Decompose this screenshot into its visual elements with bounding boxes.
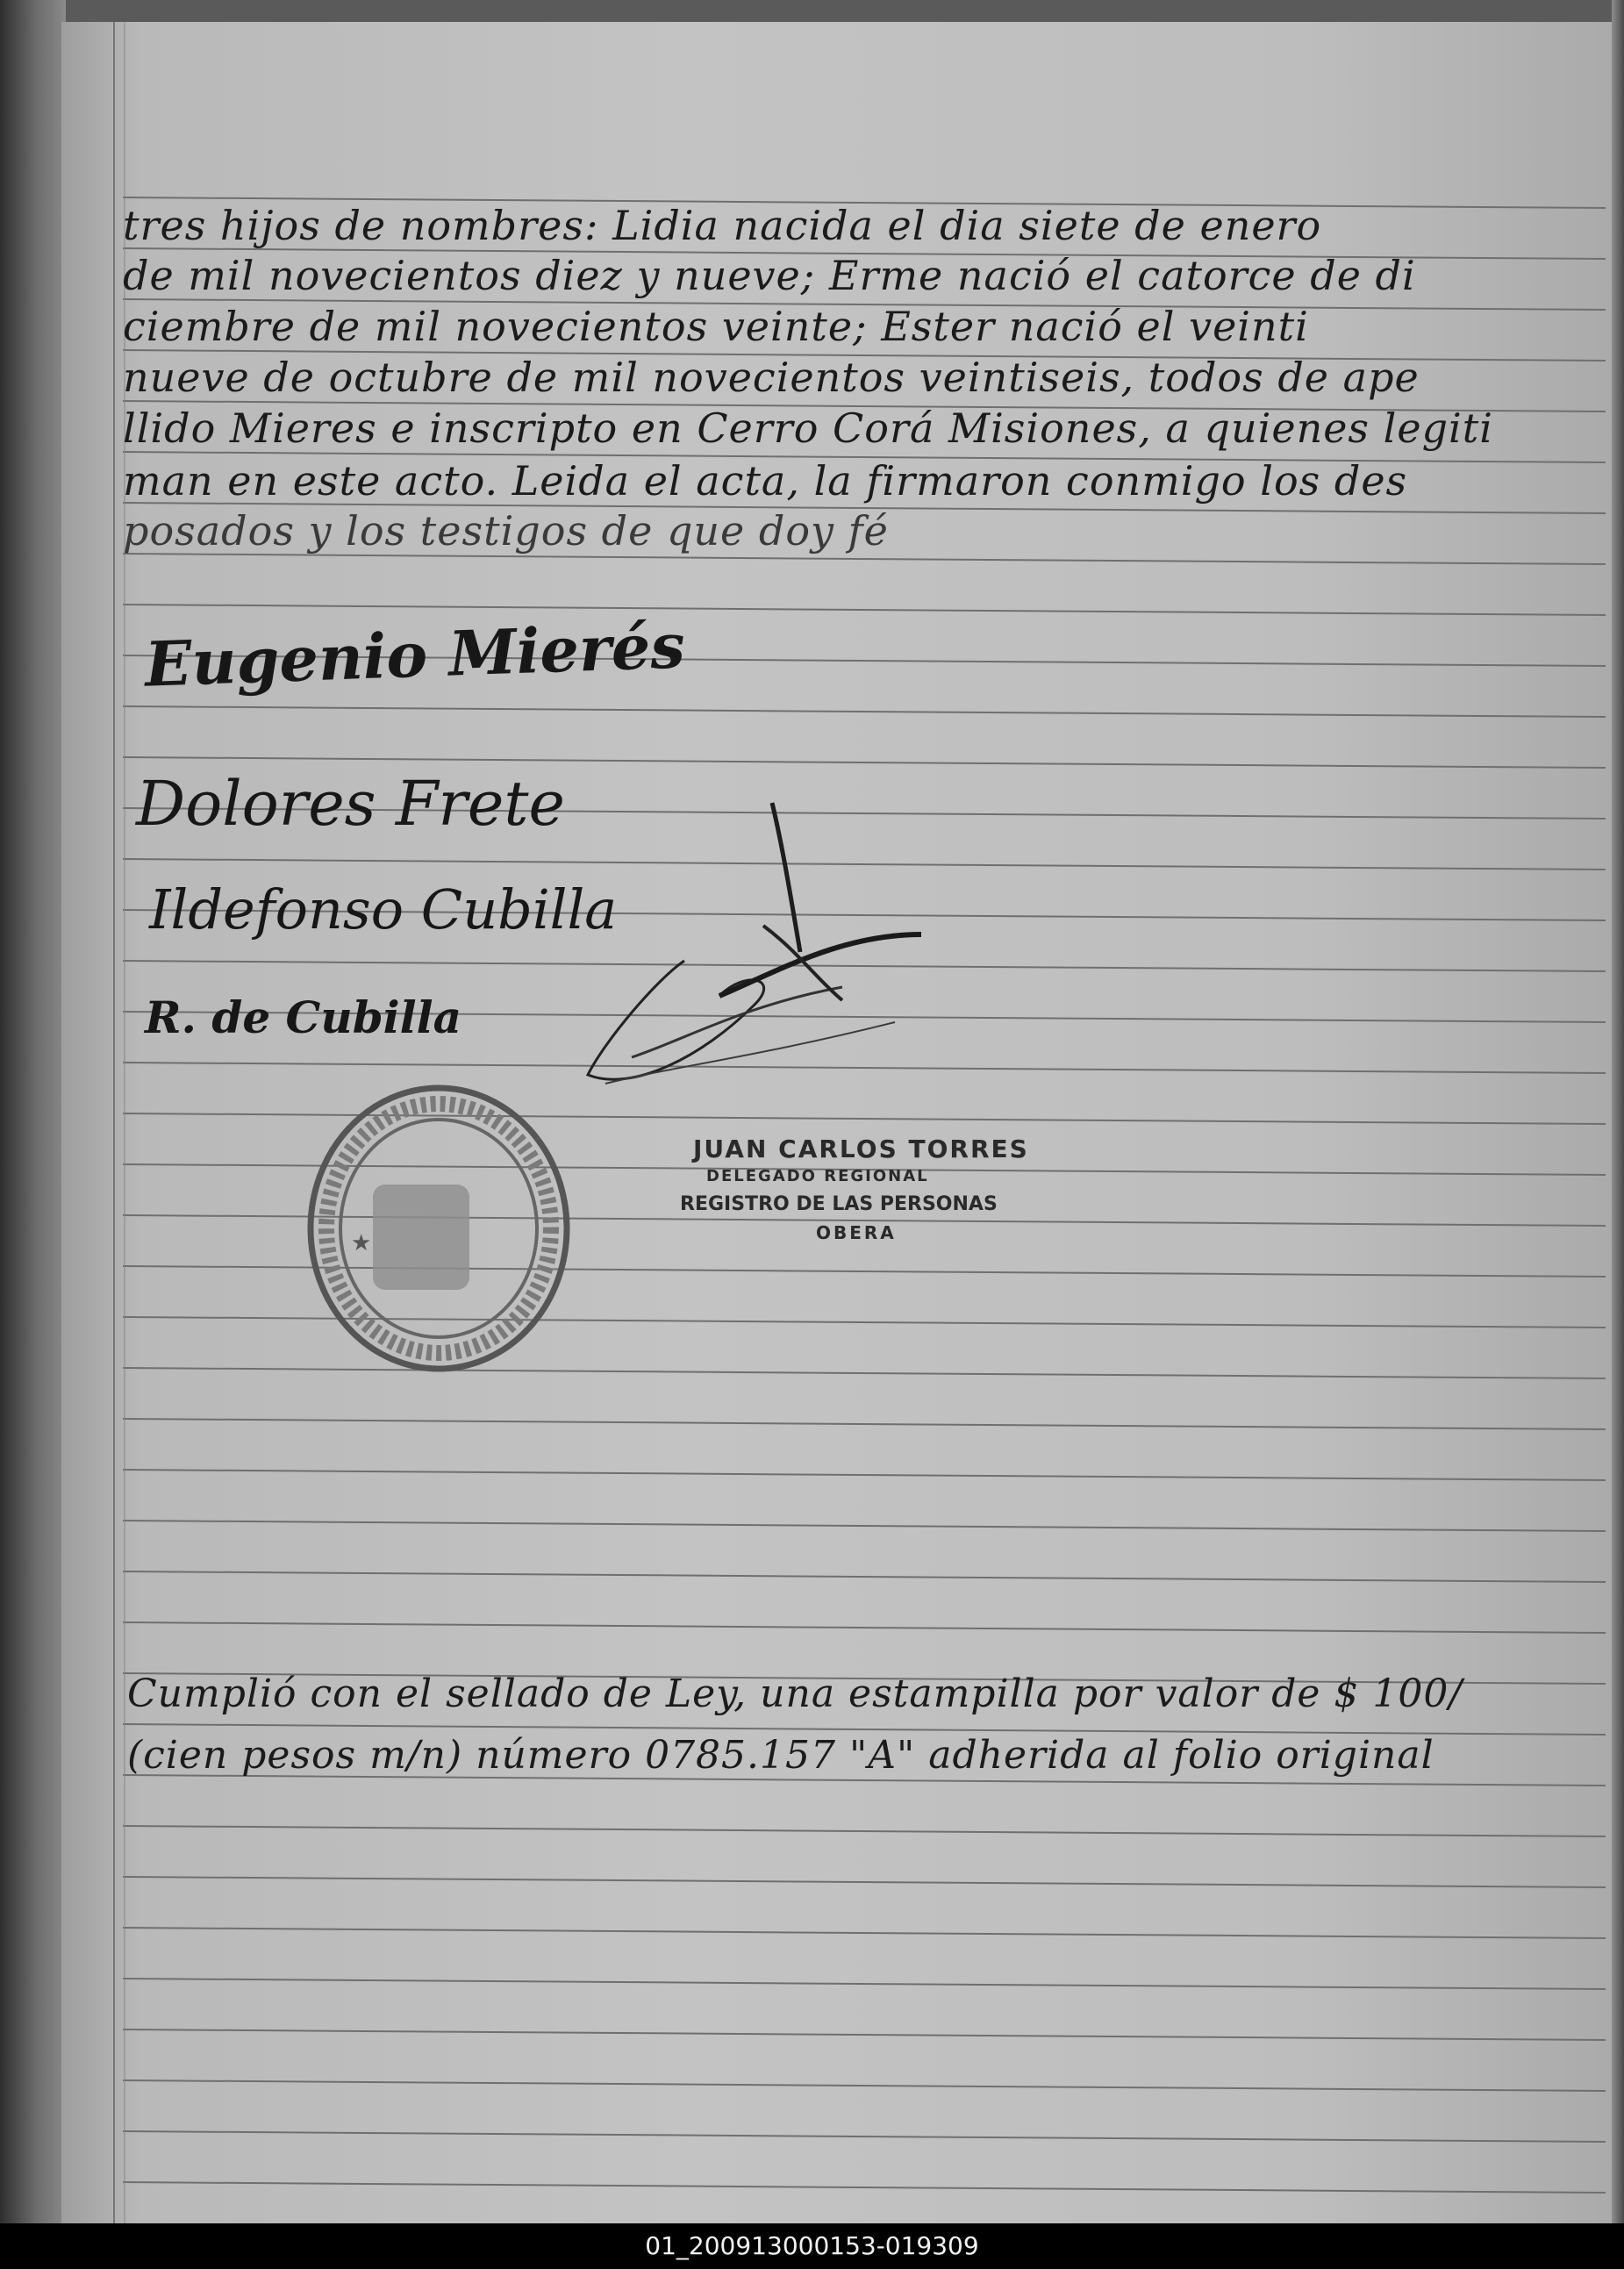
- signature-3: Ildefonso Cubilla: [149, 877, 618, 941]
- act-line-6: man en este acto. Leida el acta, la firmaron conmigo los des: [123, 457, 1408, 505]
- ruled-line: [123, 757, 1606, 768]
- act-line-3: ciembre de mil novecientos veinte; Ester nació el veinti: [123, 303, 1309, 350]
- stamp-office: REGISTRO DE LAS PERSONAS: [680, 1193, 998, 1215]
- stamp-role: DELEGADO REGIONAL: [706, 1167, 929, 1185]
- ledger-page: [61, 22, 1619, 2223]
- act-line-4: nueve de octubre de mil novecientos veintiseis, todos de ape: [123, 354, 1420, 401]
- ruled-line: [123, 706, 1606, 717]
- ruled-line: [123, 554, 1606, 564]
- act-line-1: tres hijos de nombres: Lidia nacida el dia siete de enero: [123, 202, 1322, 249]
- signature-4: R. de Cubilla: [145, 991, 462, 1043]
- stamp-name: JUAN CARLOS TORRES: [693, 1134, 1029, 1163]
- ruled-line: [123, 1571, 1606, 1582]
- ruled-line: [123, 2131, 1606, 2142]
- stamp-city: OBERA: [816, 1222, 897, 1243]
- ruled-line: [123, 2182, 1606, 2193]
- ruled-line: [123, 1826, 1606, 1836]
- ruled-line: [123, 2029, 1606, 2040]
- act-line-7: posados y los testigos de que doy fé: [123, 507, 889, 555]
- book-spine: [0, 0, 66, 2223]
- official-signature-scrawl: [553, 794, 974, 1110]
- ruled-line: [123, 2080, 1606, 2091]
- official-seal: [298, 1079, 579, 1378]
- ruled-line: [123, 1877, 1606, 1887]
- ruled-line: [123, 1470, 1606, 1480]
- image-id-caption: 01_200913000153-019309: [0, 2223, 1624, 2269]
- ruled-line: [123, 1979, 1606, 1989]
- tax-note-line-1: Cumplió con el sellado de Ley, una estampilla por valor de $ 100/: [127, 1671, 1463, 1716]
- signature-2: Dolores Frete: [136, 768, 565, 840]
- page-edge: [1612, 0, 1624, 2223]
- ruled-line: [123, 1928, 1606, 1938]
- ruled-lines: [61, 22, 1619, 2223]
- ruled-line: [123, 605, 1606, 615]
- tax-note-line-2: (cien pesos m/n) número 0785.157 "A" adherida al folio original: [127, 1733, 1434, 1778]
- act-line-5: llido Mieres e inscripto en Cerro Corá Misiones, a quienes legiti: [123, 404, 1493, 452]
- ruled-line: [123, 1521, 1606, 1531]
- signature-1: Eugenio Mierés: [143, 609, 686, 701]
- act-line-2: de mil novecientos diez y nueve; Erme nació el catorce de di: [123, 252, 1416, 299]
- ruled-line: [123, 1419, 1606, 1429]
- svg-text:★: ★: [351, 1230, 372, 1256]
- ruled-line: [123, 1622, 1606, 1633]
